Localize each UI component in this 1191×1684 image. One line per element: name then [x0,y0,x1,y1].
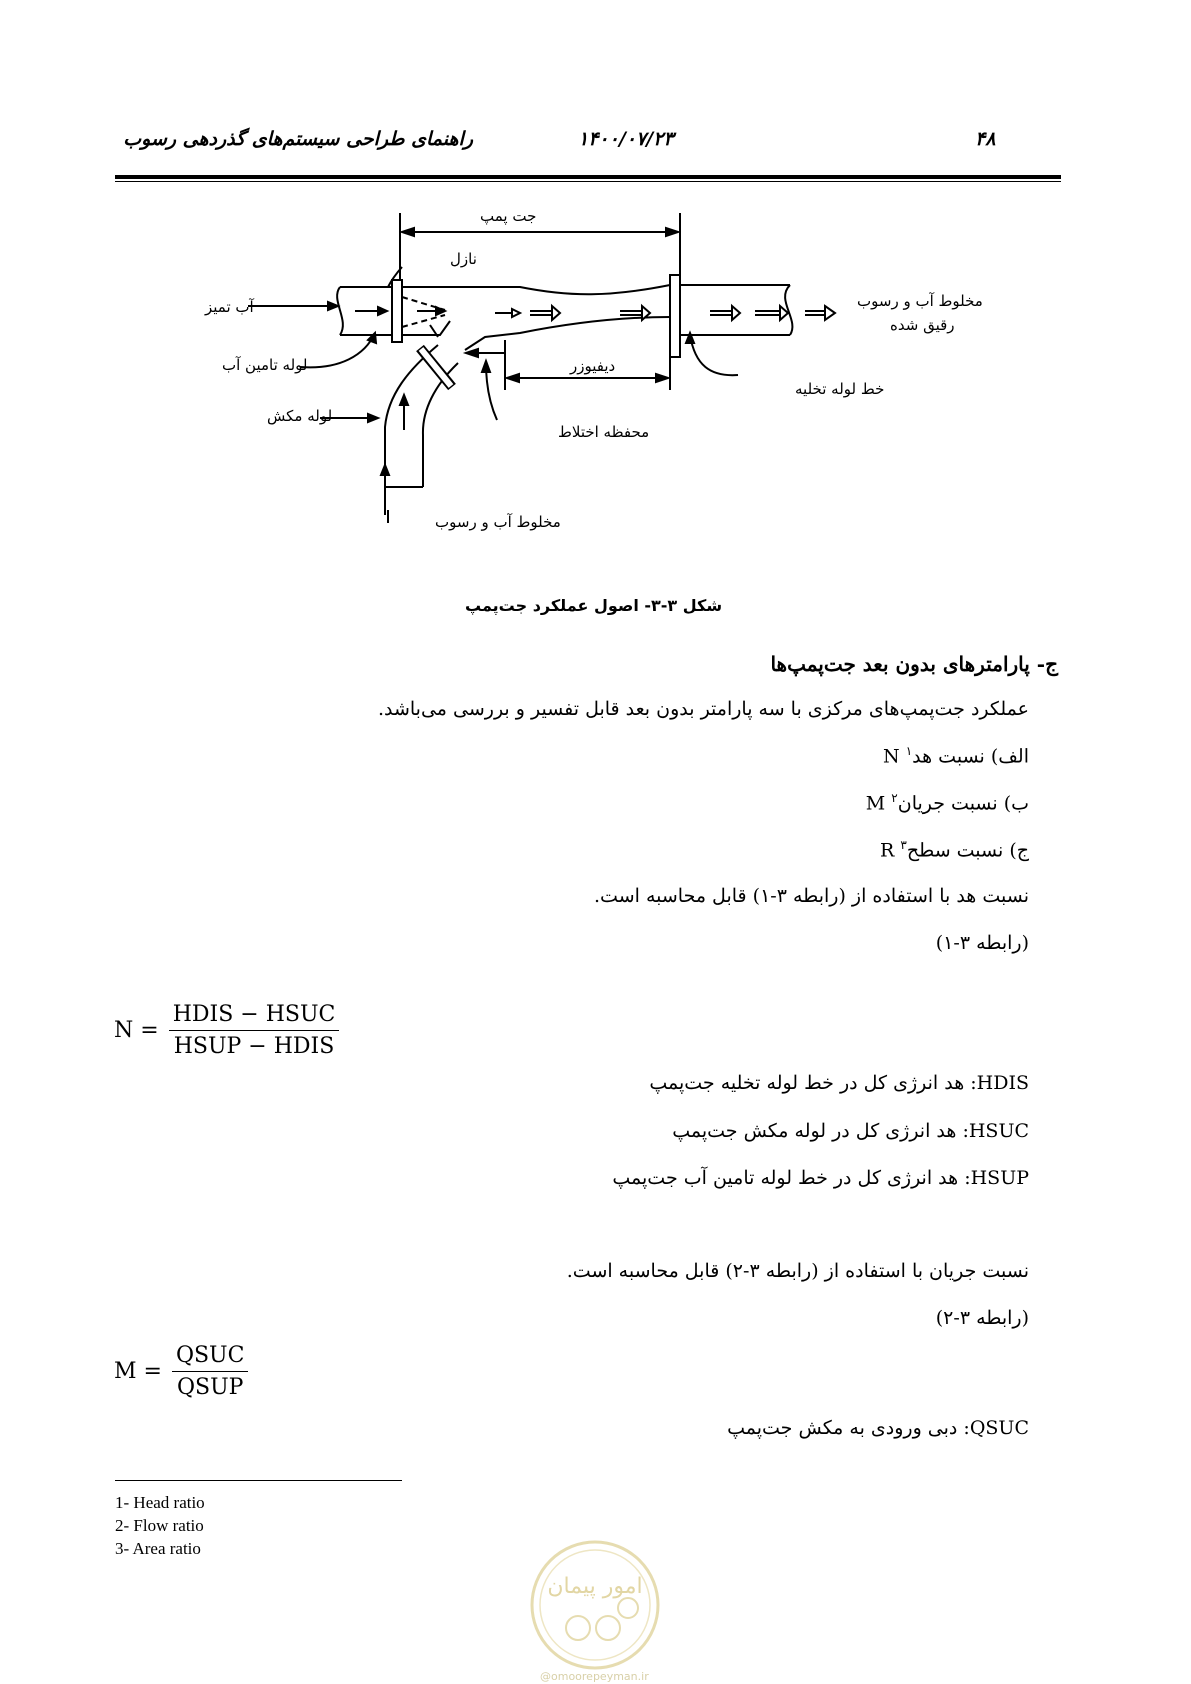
section-heading: ج- پارامترهای بدون بعد جت‌پمپ‌ها [770,652,1058,676]
header-date: ۱۴۰۰/۰۷/۲۳ [578,128,674,150]
label-supply-pipe: لوله تامین آب [222,356,308,374]
label-discharge-line: خط لوله تخلیه [795,380,885,398]
footnote-rule [115,1480,402,1481]
head-ratio-text: نسبت هد با استفاده از (رابطه ۳-۱) قابل محاسبه است. [594,885,1029,907]
item-flow-ratio: ب) نسبت جریان$^۲$ M [865,791,1029,815]
item-area-ratio: ج) نسبت سطح$^۳$ R [880,838,1029,862]
header-rule [115,175,1061,179]
header-rule-thin [115,181,1061,182]
watermark-text: @omoorepeyman.ir [540,1670,649,1683]
header-title: راهنمای طراحی سیستم‌های گذردهی رسوب [123,128,473,150]
intro-paragraph: عملکرد جت‌پمپ‌های مرکزی با سه پارامتر بدون بعد قابل تفسیر و بررسی می‌باشد. [377,698,1029,720]
page-number: ۴۸ [975,128,996,150]
item-head-ratio: الف) نسبت هد$^۱$ N [883,744,1029,768]
label-suction-pipe: لوله مکش [267,407,333,425]
label-nozzle: نازل [450,250,477,268]
eq2-lhs: M = [114,1359,162,1384]
equation-flow-ratio [114,1343,248,1400]
label-clean-water: آب تمیز [205,298,254,316]
label-diluted-mix-line2: رقیق شده [890,316,955,334]
label-mixing-chamber: محفظه اختلاط [558,423,650,441]
footnote-2: 2- Flow ratio [115,1516,204,1535]
def-hsuc: HSUC: هد انرژی کل در لوله مکش جت‌پمپ [672,1120,1029,1142]
watermark-logo-text: امور پیمان [547,1574,643,1599]
jet-pump-diagram [190,205,1010,565]
eq2-denominator: QSUP [176,1375,244,1400]
eq1-numerator: HDIS − HSUC [169,1002,340,1031]
eq2-label: (رابطه ۳-۲) [935,1307,1029,1329]
flow-ratio-text: نسبت جریان با استفاده از (رابطه ۳-۲) قابل محاسبه است. [566,1260,1029,1282]
eq1-label: (رابطه ۳-۱) [935,932,1029,954]
watermark-logo [528,1538,663,1673]
label-jet-pump: جت پمپ [480,207,537,225]
equation-head-ratio [114,1002,339,1059]
def-qsuc: QSUC: دبی ورودی به مکش جت‌پمپ [727,1417,1029,1439]
eq1-lhs: N = [114,1018,159,1043]
figure-caption: شکل ۳-۳- اصول عملکرد جت‌پمپ [465,596,723,615]
def-hsup: HSUP: هد انرژی کل در خط لوله تامین آب جت‌پمپ [612,1167,1029,1189]
eq2-numerator: QSUC [172,1343,248,1372]
label-diffuser: دیفیوزر [570,357,616,375]
footnote-3: 3- Area ratio [115,1539,201,1558]
footnote-1: 1- Head ratio [115,1493,205,1512]
label-diluted-mix-line1: مخلوط آب و رسوب [857,292,983,310]
label-inlet-mix: مخلوط آب و رسوب [435,513,561,531]
eq1-denominator: HSUP − HDIS [173,1034,335,1059]
def-hdis: HDIS: هد انرژی کل در خط لوله تخلیه جت‌پمپ [649,1072,1029,1094]
